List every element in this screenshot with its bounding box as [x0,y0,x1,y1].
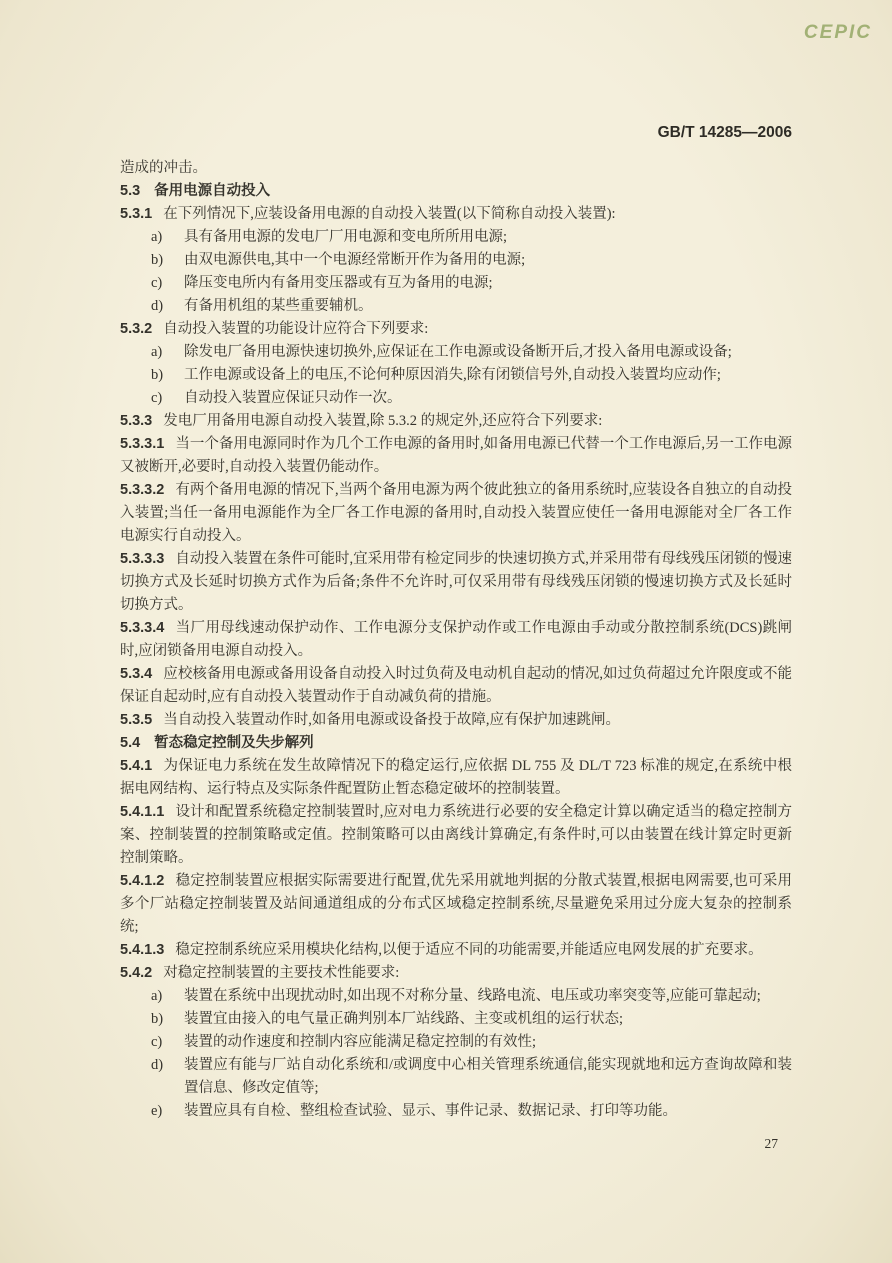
item-label: c) [151,275,163,291]
item-label: d) [151,1057,164,1073]
paragraph-text: 应校核备用电源或备用设备自动投入时过负荷及电动机自起动的情况,如过负荷超过允许限度或不能保证自起动时,应有自动投入装置动作于自动减负荷的措施。 [120,666,792,705]
paragraph-text: 自动投入装置的功能设计应符合下列要求: [163,321,429,337]
paragraph [120,617,792,663]
paragraph-text: 设计和配置系统稳定控制装置时,应对电力系统进行必要的安全稳定计算以确定适当的稳定控制方案、控制装置的控制策略或定值。控制策略可以由离线计算确定,有条件时,可以由装置在线计算定时更新控制策略。 [120,804,792,866]
section-heading [120,732,792,755]
item-label: a) [151,344,163,360]
paragraph [120,548,792,617]
paragraph [120,433,792,479]
clause-number: 5.4.1.1 [120,804,165,820]
paragraph [120,709,792,732]
paragraph [120,410,792,433]
paragraph-text: 有备用机组的某些重要辅机。 [184,298,373,314]
paragraph-text: 具有备用电源的发电厂厂用电源和变电所所用电源; [184,229,508,245]
item-label: b) [151,1011,164,1027]
clause-number: 5.3.3.4 [120,620,165,636]
paragraph-text: 自动投入装置在条件可能时,宜采用带有检定同步的快速切换方式,并采用带有母线残压闭锁的慢速切换方式及长延时切换方式作为后备;条件不允许时,可仅采用带有母线残压闭锁的慢速切换方式及长延时切换方式。 [120,551,792,613]
paragraph-text: 当自动投入装置动作时,如备用电源或设备投于故障,应有保护加速跳闸。 [163,712,620,728]
item-label: c) [151,1034,163,1050]
paragraph [120,939,792,962]
doc-number: GB/T 14285—2006 [657,124,792,141]
paragraph-text: 备用电源自动投入 [154,183,271,199]
clause-number: 5.3.5 [120,712,153,728]
list-item [120,272,792,295]
list-item [120,295,792,318]
paragraph [120,801,792,870]
clause-number: 5.4.1.2 [120,873,165,889]
list-item [120,341,792,364]
paragraph [120,870,792,939]
clause-number: 5.3.4 [120,666,153,682]
list-item [120,1054,792,1100]
clause-number: 5.3.2 [120,321,153,337]
paragraph-text: 由双电源供电,其中一个电源经常断开作为备用的电源; [184,252,526,268]
paragraph-text: 在下列情况下,应装设备用电源的自动投入装置(以下简称自动投入装置): [163,206,616,222]
list-item [120,364,792,387]
item-label: b) [151,367,164,383]
page-number: 27 [764,1136,778,1151]
paragraph [120,962,792,985]
clause-number: 5.4 [120,735,141,751]
paragraph-text: 装置应具有自检、整组检查试验、显示、事件记录、数据记录、打印等功能。 [184,1103,677,1119]
list-item [120,387,792,410]
paragraph-text: 当厂用母线速动保护动作、工作电源分支保护动作或工作电源由手动或分散控制系统(DCS)跳闸时,应闭锁备用电源自动投入。 [120,620,792,659]
paragraph-text: 装置应有能与厂站自动化系统和/或调度中心相关管理系统通信,能实现就地和远方查询故障和装置信息、修改定值等; [184,1057,792,1096]
section-heading [120,180,792,203]
paragraph-text: 造成的冲击。 [120,160,207,176]
clause-number: 5.4.2 [120,965,153,981]
clause-number: 5.4.1.3 [120,942,165,958]
clause-number: 5.3.3.3 [120,551,165,567]
item-label: e) [151,1103,163,1119]
paragraph [120,318,792,341]
paragraph-text: 为保证电力系统在发生故障情况下的稳定运行,应依据 DL 755 及 DL/T 723 标准的规定,在系统中根据电网结构、运行特点及实际条件配置防止暂态稳定破坏的控制装置。 [120,758,792,797]
paragraph-text: 发电厂用备用电源自动投入装置,除 5.3.2 的规定外,还应符合下列要求: [163,413,603,429]
paragraph-text: 当一个备用电源同时作为几个工作电源的备用时,如备用电源已代替一个工作电源后,另一工作电源又被断开,必要时,自动投入装置仍能动作。 [120,436,792,475]
paragraph [120,203,792,226]
paragraph-text: 对稳定控制装置的主要技术性能要求: [163,965,400,981]
list-item [120,226,792,249]
paragraph-text: 稳定控制装置应根据实际需要进行配置,优先采用就地判据的分散式装置,根据电网需要,也可采用多个厂站稳定控制装置及站间通道组成的分布式区域稳定控制系统,尽量避免采用过分庞大复杂的控制系统; [120,873,792,935]
clause-number: 5.3.3.2 [120,482,165,498]
list-item [120,1100,792,1123]
paragraph-text: 降压变电所内有备用变压器或有互为备用的电源; [184,275,493,291]
clause-number: 5.4.1 [120,758,153,774]
paragraph [120,755,792,801]
list-item [120,1008,792,1031]
list-item [120,249,792,272]
clause-number: 5.3.1 [120,206,153,222]
paragraph-text: 工作电源或设备上的电压,不论何种原因消失,除有闭锁信号外,自动投入装置均应动作; [184,367,721,383]
list-item [120,1031,792,1054]
paragraph-text: 装置宜由接入的电气量正确判别本厂站线路、主变或机组的运行状态; [184,1011,624,1027]
list-item [120,985,792,1008]
paragraph-text: 自动投入装置应保证只动作一次。 [184,390,402,406]
paragraph [120,479,792,548]
item-label: d) [151,298,164,314]
item-label: a) [151,229,163,245]
item-label: c) [151,390,163,406]
paragraph-text: 有两个备用电源的情况下,当两个备用电源为两个彼此独立的备用系统时,应装设各自独立的自动投入装置;当任一备用电源能作为全厂各工作电源的备用时,自动投入装置应使任一备用电源能对全厂各工作电源实行自动投入。 [120,482,792,544]
paragraph-text: 稳定控制系统应采用模块化结构,以便于适应不同的功能需要,并能适应电网发展的扩充要求。 [175,942,763,958]
clause-number: 5.3.3.1 [120,436,165,452]
item-label: a) [151,988,163,1004]
paragraph-text: 暂态稳定控制及失步解列 [154,735,314,751]
document-body [120,157,792,1123]
paragraph-text: 装置的动作速度和控制内容应能满足稳定控制的有效性; [184,1034,537,1050]
clause-number: 5.3 [120,183,141,199]
paragraph [120,157,792,180]
clause-number: 5.3.3 [120,413,153,429]
paragraph-text: 除发电厂备用电源快速切换外,应保证在工作电源或设备断开后,才投入备用电源或设备; [184,344,732,360]
paragraph [120,663,792,709]
cepic-logo: CEPIC [803,22,872,43]
item-label: b) [151,252,164,268]
paragraph-text: 装置在系统中出现扰动时,如出现不对称分量、线路电流、电压或功率突变等,应能可靠起动; [184,988,761,1004]
